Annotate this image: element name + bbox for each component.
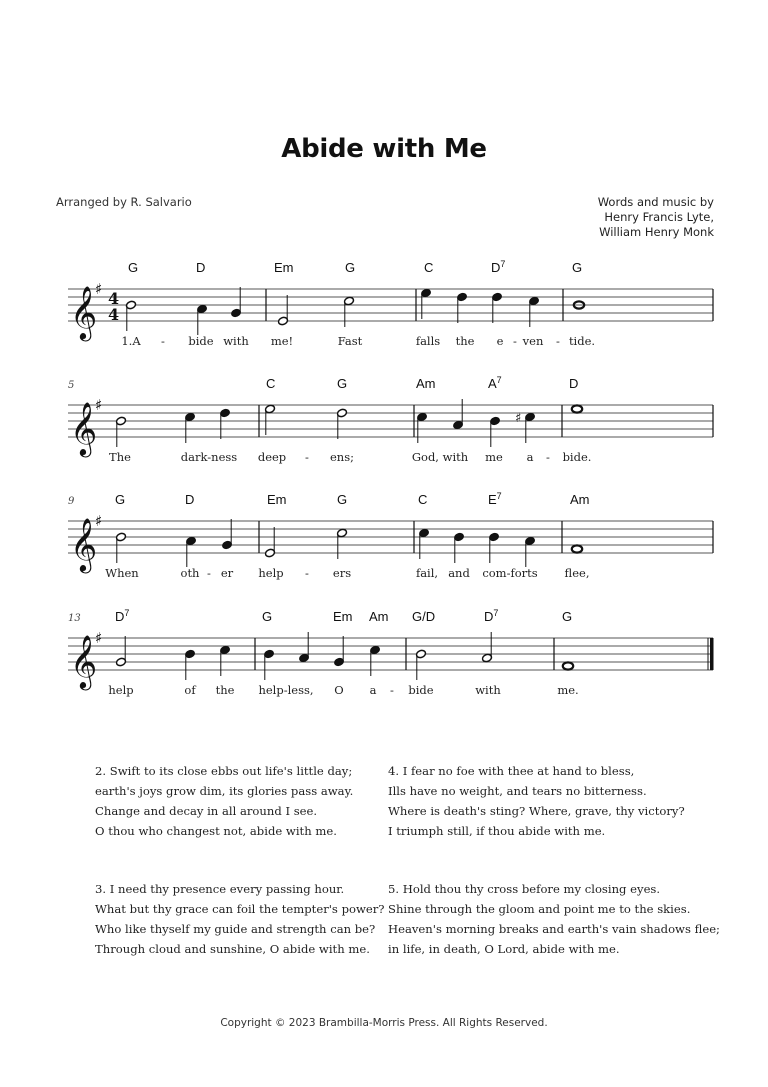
verse-block <box>388 761 685 841</box>
lyric-syllable: oth <box>180 566 200 580</box>
chord-symbol: $E^7$ <box>488 491 502 507</box>
lyric-syllable: help <box>258 566 284 580</box>
chord-symbol: G <box>562 609 573 624</box>
lyric-syllable: me <box>485 450 503 464</box>
lyric-syllable: The <box>109 450 131 464</box>
key-signature-sharp-icon: ♯ <box>95 280 103 298</box>
chord-symbol: Am <box>369 609 389 624</box>
verse-block <box>95 761 353 841</box>
chord-symbol: $D^7$ <box>115 608 130 624</box>
chord-symbol: G <box>262 609 273 624</box>
lyric-syllable: the <box>215 683 235 697</box>
chord-extension: 7 <box>496 375 502 385</box>
lyric-syllable: a <box>369 683 377 697</box>
time-signature-bottom: 4 <box>108 305 120 324</box>
chord-symbol: Am <box>416 376 436 391</box>
verse-line: What but thy grace can foil the tempter's power? <box>95 902 385 916</box>
chord-symbol: C <box>266 376 276 391</box>
lyric-syllable: tide. <box>568 334 596 348</box>
verse-line: 5. Hold thou thy cross before my closing eyes. <box>388 882 661 896</box>
time-signature-top: 4 <box>108 289 120 308</box>
lyric-syllable: bide <box>188 334 214 348</box>
lyric-syllable: with <box>475 683 501 697</box>
verse-line: Shine through the gloom and point me to the skies. <box>388 902 691 916</box>
lyric-syllable: - <box>207 566 211 580</box>
lyric-syllable: bide. <box>562 450 592 464</box>
whole-note <box>572 405 582 412</box>
lyric-syllable: of <box>184 683 196 697</box>
verse-line: Ills have no weight, and tears no bitterness. <box>388 784 647 798</box>
lyric-syllable: - <box>556 334 560 348</box>
verse-line: Who like thyself my guide and strength can be? <box>95 922 376 936</box>
lyric-syllable: - <box>161 334 165 348</box>
verse-block <box>388 879 720 959</box>
chord-symbol: G <box>337 492 348 507</box>
lyric-syllable: God, with <box>411 450 469 464</box>
chord-symbol: $D^7$ <box>491 259 506 275</box>
lyric-syllable: com-forts <box>482 566 538 580</box>
verse-line: in life, in death, O Lord, abide with me. <box>388 942 620 956</box>
chord-symbol: G <box>345 260 356 275</box>
credit-line: Henry Francis Lyte, <box>604 210 714 224</box>
lyric-syllable: a <box>526 450 534 464</box>
verse-line: 2. Swift to its close ebbs out life's little day; <box>95 764 353 778</box>
chord-symbol: C <box>424 260 434 275</box>
measure-number: 9 <box>68 496 75 507</box>
lyric-syllable: me! <box>270 334 294 348</box>
key-signature-sharp-icon: ♯ <box>95 396 103 414</box>
verse-line: I triumph still, if thou abide with me. <box>388 824 606 838</box>
lyric-syllable: flee, <box>564 566 590 580</box>
chord-symbol: $D^7$ <box>484 608 499 624</box>
whole-note <box>572 545 582 552</box>
lyric-syllable: - <box>305 450 309 464</box>
chord-symbol: Em <box>333 609 353 624</box>
lyric-syllable: - <box>546 450 550 464</box>
treble-clef-icon: 𝄞 <box>70 285 98 339</box>
chord-extension: 7 <box>493 608 499 618</box>
sharp-accidental-icon: ♯ <box>515 411 522 426</box>
verse-line: Where is death's sting? Where, grave, thy victory? <box>388 804 685 818</box>
chord-symbol: D <box>569 376 579 391</box>
chord-symbol: G <box>572 260 583 275</box>
lyric-syllable: the <box>455 334 475 348</box>
lyric-syllable: and <box>448 566 470 580</box>
credit-line: William Henry Monk <box>599 225 714 239</box>
measure-number: 13 <box>68 613 81 624</box>
chord-symbol: $A^7$ <box>488 375 502 391</box>
chord-symbol: G <box>337 376 348 391</box>
lyric-syllable: falls <box>415 334 441 348</box>
treble-clef-icon: 𝄞 <box>70 634 98 688</box>
key-signature-sharp-icon: ♯ <box>95 512 103 530</box>
lyric-syllable: When <box>105 566 139 580</box>
final-barline-thick <box>710 638 714 670</box>
verse-line: earth's joys grow dim, its glories pass away. <box>95 784 354 798</box>
treble-clef-icon: 𝄞 <box>70 517 98 571</box>
verse-block <box>95 879 385 959</box>
lyric-syllable: me. <box>557 683 579 697</box>
chord-symbol: C <box>418 492 428 507</box>
treble-clef-icon: 𝄞 <box>70 401 98 455</box>
lyric-syllable: bide <box>408 683 434 697</box>
chord-symbol: G <box>128 260 139 275</box>
verse-line: 4. I fear no foe with thee at hand to bless, <box>388 764 635 778</box>
lyric-syllable: O <box>334 683 344 697</box>
lyric-syllable: fail, <box>415 566 439 580</box>
chord-symbol: D <box>185 492 195 507</box>
lyric-syllable: - <box>390 683 394 697</box>
verse-line: Change and decay in all around I see. <box>95 804 318 818</box>
copyright-notice: Copyright © 2023 Brambilla-Morris Press. All Rights Reserved. <box>220 1017 548 1029</box>
page-title: Abide with Me <box>281 134 487 164</box>
chord-symbol: G <box>115 492 126 507</box>
verse-line: Heaven's morning breaks and earth's vain shadows flee; <box>388 922 720 936</box>
lyric-syllable: deep <box>257 450 287 464</box>
lyric-syllable: - <box>513 334 517 348</box>
verse-line: O thou who changest not, abide with me. <box>95 824 337 838</box>
chord-symbol: Em <box>267 492 287 507</box>
lyric-syllable: - <box>305 566 309 580</box>
measure-number: 5 <box>68 380 75 391</box>
lyric-syllable: ven <box>522 334 544 348</box>
lyric-syllable: ens; <box>330 450 354 464</box>
key-signature-sharp-icon: ♯ <box>95 629 103 647</box>
chord-symbol: Am <box>570 492 590 507</box>
lyric-syllable: 1.A <box>121 334 141 348</box>
lyric-syllable: help <box>108 683 134 697</box>
verse-line: 3. I need thy presence every passing hour. <box>95 882 345 896</box>
lyric-syllable: dark-ness <box>180 450 238 464</box>
credit-line: Words and music by <box>597 195 714 209</box>
chord-symbol: Em <box>274 260 294 275</box>
lyric-syllable: e <box>496 334 504 348</box>
chord-symbol: D <box>196 260 206 275</box>
chord-extension: 7 <box>500 259 506 269</box>
lyric-syllable: Fast <box>337 334 363 348</box>
whole-note <box>563 662 573 669</box>
lyric-syllable: er <box>220 566 234 580</box>
arranger-credit: Arranged by R. Salvario <box>56 195 192 209</box>
chord-extension: 7 <box>496 491 502 501</box>
lyric-syllable: help-less, <box>258 683 314 697</box>
lyric-syllable: with <box>223 334 249 348</box>
lyric-syllable: ers <box>332 566 352 580</box>
chord-extension: 7 <box>124 608 130 618</box>
verse-line: Through cloud and sunshine, O abide with me. <box>95 942 370 956</box>
chord-symbol: G/D <box>412 609 436 624</box>
